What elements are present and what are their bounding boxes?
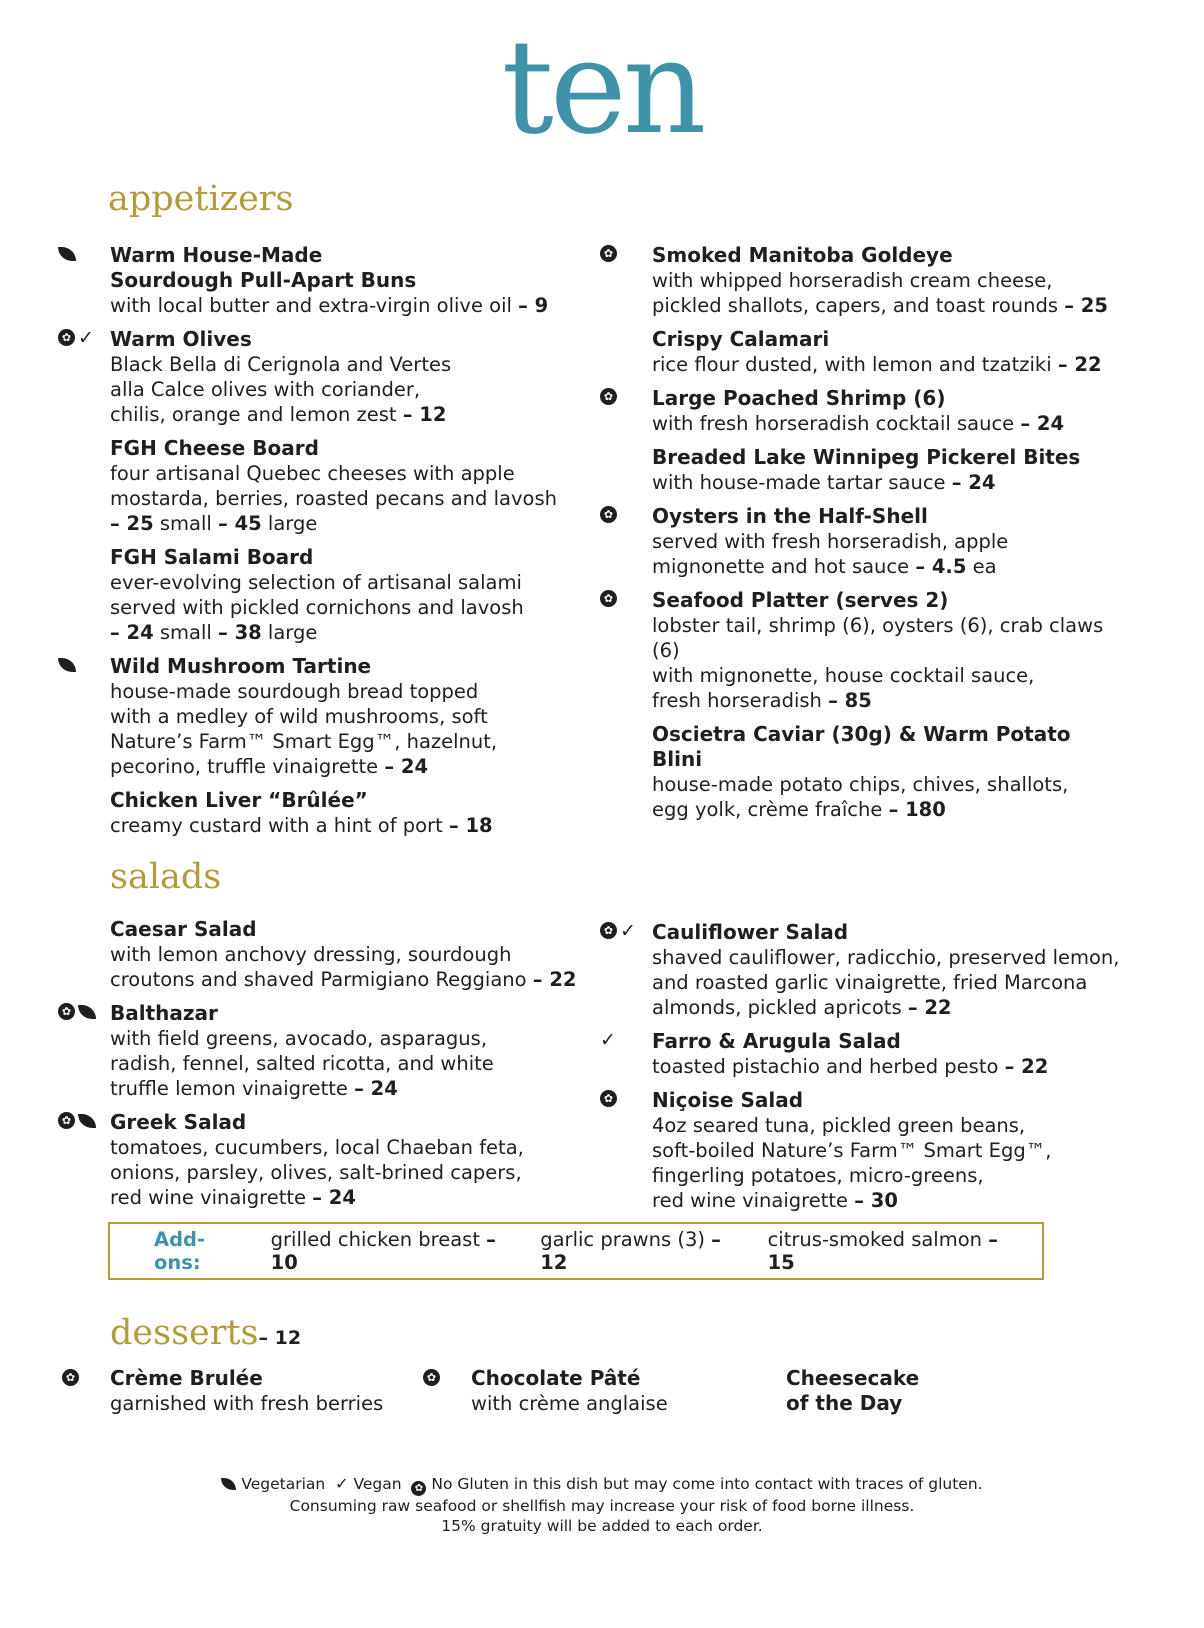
vegan-icon: ✓ <box>600 1029 616 1051</box>
menu-item <box>603 386 1122 436</box>
menu-item-description: 4oz seared tuna, pickled green beans, soft-boiled Nature’s Farm™ Smart Egg™, fingerling potatoes, micro-greens, red wine vinaigrette – 30 <box>652 1114 1052 1212</box>
menu-item-name: Greek Salad <box>110 1110 247 1134</box>
menu-item <box>110 917 630 992</box>
addons-box <box>108 1222 1044 1280</box>
vegetarian-icon <box>58 247 76 261</box>
no-gluten-icon: ✿ <box>600 1090 617 1107</box>
menu-item-name: Breaded Lake Winnipeg Pickerel Bites <box>652 445 1081 469</box>
menu-item-name: Oysters in the Half-Shell <box>652 504 928 528</box>
no-gluten-icon: ✿ <box>58 329 75 346</box>
dessert-name: Cheesecake of the Day <box>786 1366 920 1415</box>
menu-item-name: Farro & Arugula Salad <box>652 1029 901 1053</box>
menu-item-description: house-made potato chips, chives, shallots, egg yolk, crème fraîche – 180 <box>652 773 1069 821</box>
no-gluten-icon: ✿ <box>600 506 617 523</box>
menu-item-name: Crispy Calamari <box>652 327 830 351</box>
no-gluten-icon: ✿ <box>58 1003 75 1020</box>
vegetarian-icon <box>78 1005 96 1019</box>
diet-icons <box>600 1031 648 1053</box>
menu-item-name: Niçoise Salad <box>652 1088 804 1112</box>
no-gluten-icon: ✿ <box>58 1112 75 1129</box>
menu-item-description: with local butter and extra-virgin olive oil – 9 <box>110 294 549 317</box>
vegan-icon: ✓ <box>620 920 636 942</box>
menu-item-description: shaved cauliflower, radicchio, preserved lemon, and roasted garlic vinaigrette, fried Marcona almonds, pickled apricots – 22 <box>652 946 1120 1019</box>
menu-item-description: four artisanal Quebec cheeses with apple mostarda, berries, roasted pecans and lavosh – 25 small – 45 large <box>110 462 557 535</box>
menu-item <box>603 920 1122 1020</box>
appetizers-right-column <box>603 243 1122 831</box>
no-gluten-icon: ✿ <box>411 1481 426 1496</box>
menu-item-description: with field greens, avocado, asparagus, radish, fennel, salted ricotta, and white truffle lemon vinaigrette – 24 <box>110 1027 494 1100</box>
menu-item-description: rice flour dusted, with lemon and tzatziki – 22 <box>652 353 1102 376</box>
menu-item-description: toasted pistachio and herbed pesto – 22 <box>652 1055 1049 1078</box>
diet-icons <box>58 1112 106 1134</box>
menu-item-description: house-made sourdough bread topped with a medley of wild mushrooms, soft Nature’s Farm™ Smart Egg™, hazelnut, pecorino, truffle vinaigrette – 24 <box>110 680 498 778</box>
vegetarian-icon <box>78 1114 96 1128</box>
vegetarian-icon <box>221 1478 236 1490</box>
menu-item-name: Smoked Manitoba Goldeye <box>652 243 953 267</box>
appetizers-title: appetizers <box>108 179 294 219</box>
salads-left-column <box>61 917 630 1219</box>
menu-item-description: served with fresh horseradish, apple mignonette and hot sauce – 4.5 ea <box>652 530 1009 578</box>
menu-item-name: Balthazar <box>110 1001 218 1025</box>
addon-item: garlic prawns (3) – 12 <box>540 1228 721 1274</box>
vegan-icon: ✓ <box>335 1474 349 1493</box>
menu-item <box>61 1110 630 1210</box>
menu-item-description: with lemon anchovy dressing, sourdough croutons and shaved Parmigiano Reggiano – 22 <box>110 943 577 991</box>
salads-right-column <box>600 920 1122 1222</box>
desserts-title: desserts– 12 <box>110 1313 302 1353</box>
menu-item-name: Oscietra Caviar (30g) & Warm Potato Blini <box>652 722 1071 771</box>
menu-item <box>603 588 1122 713</box>
diet-icons <box>600 1090 648 1112</box>
menu-item <box>652 327 1122 377</box>
dessert-item <box>65 1366 384 1416</box>
no-gluten-icon: ✿ <box>600 245 617 262</box>
menu-item <box>652 445 1122 495</box>
menu-item-description: with whipped horseradish cream cheese, pickled shallots, capers, and toast rounds – 25 <box>652 269 1108 317</box>
menu-item <box>110 243 630 318</box>
menu-item <box>603 1088 1122 1213</box>
diet-icons <box>58 329 106 351</box>
menu-item-name: Chicken Liver “Brûlée” <box>110 788 368 812</box>
no-gluten-icon: ✿ <box>62 1369 79 1386</box>
desserts-price: – 12 <box>258 1327 302 1349</box>
dessert-description: garnished with fresh berries <box>110 1392 384 1415</box>
vegan-icon: ✓ <box>78 327 94 349</box>
menu-item <box>652 722 1122 822</box>
legend-line-3: 15% gratuity will be added to each order. <box>441 1517 763 1535</box>
menu-item-name: Warm Olives <box>110 327 252 351</box>
diet-icons <box>62 1369 110 1391</box>
menu-item-description: with fresh horseradish cocktail sauce – 24 <box>652 412 1065 435</box>
menu-item-name: Caesar Salad <box>110 917 257 941</box>
menu-item <box>603 504 1122 579</box>
legend-line-1: Vegetarian ✓ Vegan ✿ No Gluten in this dish but may come into contact with traces of gluten. <box>0 1474 1204 1496</box>
appetizers-left-column <box>61 243 630 847</box>
menu-item <box>603 243 1122 318</box>
menu-item <box>110 545 630 645</box>
dessert-name: Crème Brulée <box>110 1366 263 1390</box>
diet-icons <box>600 922 648 944</box>
diet-icons <box>600 245 648 267</box>
legend <box>0 1474 1204 1536</box>
menu-item-description: Black Bella di Cerignola and Vertes alla Calce olives with coriander, chilis, orange and lemon zest – 12 <box>110 353 452 426</box>
menu-item <box>110 788 630 838</box>
diet-icons <box>58 1003 106 1025</box>
menu-item-description: ever-evolving selection of artisanal salami served with pickled cornichons and lavosh – 24 small – 38 large <box>110 571 524 644</box>
dessert-item <box>426 1366 668 1416</box>
vegetarian-icon <box>58 658 76 672</box>
diet-icons <box>600 388 648 410</box>
menu-item-description: creamy custard with a hint of port – 18 <box>110 814 493 837</box>
addon-item: grilled chicken breast – 10 <box>270 1228 496 1274</box>
dessert-description: with crème anglaise <box>471 1392 668 1415</box>
menu-item <box>110 436 630 536</box>
restaurant-logo: ten <box>501 11 703 163</box>
no-gluten-icon: ✿ <box>423 1369 440 1386</box>
menu-item-name: Wild Mushroom Tartine <box>110 654 372 678</box>
menu-item-name: Seafood Platter (serves 2) <box>652 588 949 612</box>
salads-title: salads <box>110 857 222 897</box>
menu-item-name: FGH Salami Board <box>110 545 314 569</box>
diet-icons <box>600 590 648 612</box>
legend-line-2: Consuming raw seafood or shellfish may increase your risk of food borne illness. <box>289 1497 915 1515</box>
menu-item <box>110 654 630 779</box>
dessert-name: Chocolate Pâté <box>471 1366 641 1390</box>
no-gluten-icon: ✿ <box>600 922 617 939</box>
menu-item-name: Warm House-Made Sourdough Pull-Apart Buns <box>110 243 417 292</box>
addon-item: citrus-smoked salmon – 15 <box>767 1228 998 1274</box>
menu-item-description: tomatoes, cucumbers, local Chaeban feta, onions, parsley, olives, salt-brined capers, red wine vinaigrette – 24 <box>110 1136 524 1209</box>
menu-item-description: lobster tail, shrimp (6), oysters (6), crab claws (6) with mignonette, house cocktail sauce, fresh horseradish – 85 <box>652 614 1104 712</box>
no-gluten-icon: ✿ <box>600 388 617 405</box>
menu-item-name: Cauliflower Salad <box>652 920 849 944</box>
no-gluten-icon: ✿ <box>600 590 617 607</box>
diet-icons <box>58 245 106 267</box>
menu-item <box>61 1001 630 1101</box>
menu-item <box>600 1029 1122 1079</box>
menu-item-name: FGH Cheese Board <box>110 436 319 460</box>
menu-item-description: with house-made tartar sauce – 24 <box>652 471 996 494</box>
menu-item <box>61 327 630 427</box>
diet-icons <box>58 656 106 678</box>
dessert-item <box>786 1366 919 1416</box>
diet-icons <box>423 1369 471 1391</box>
diet-icons <box>600 506 648 528</box>
addons-label: Add-ons: <box>154 1228 206 1274</box>
menu-item-name: Large Poached Shrimp (6) <box>652 386 946 410</box>
